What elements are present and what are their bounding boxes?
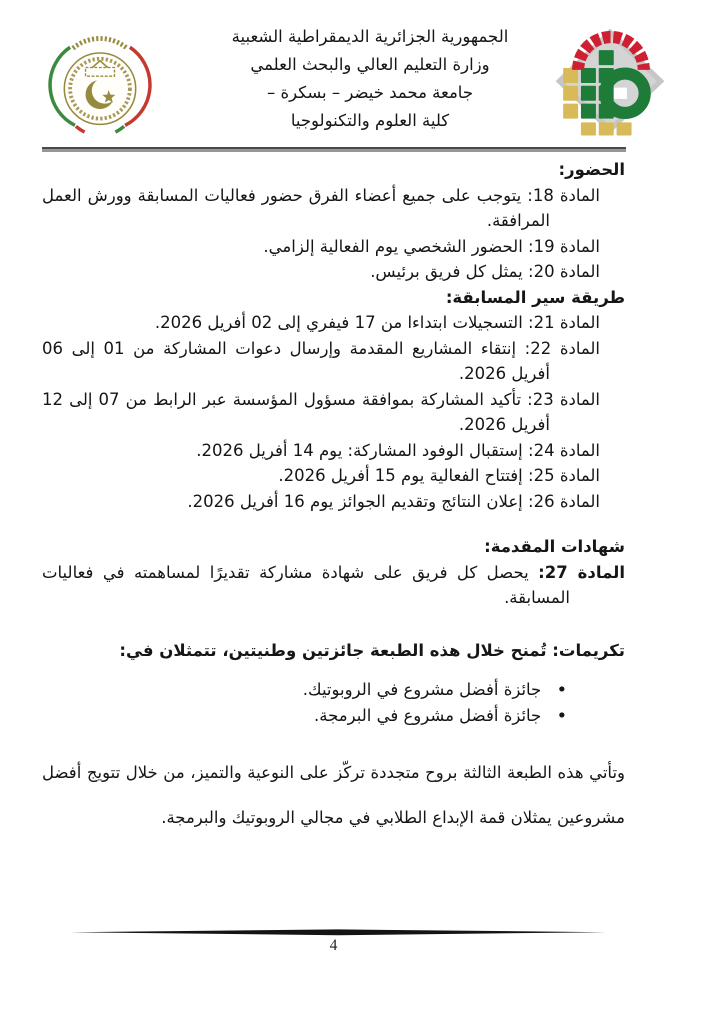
university-logo-graphic — [550, 20, 670, 144]
section-heading-procedure: طريقة سير المسابقة: — [445, 287, 625, 307]
ministry-seal-icon — [46, 24, 154, 138]
article-19: المادة 19: الحضور الشخصي يوم الفعالية إلزامي. — [263, 236, 600, 256]
article-27-label: المادة 27: — [538, 562, 625, 582]
article-27-text: يحصل كل فريق على شهادة مشاركة تقديرًا لمساهمته في فعاليات المسابقة. — [42, 562, 570, 607]
header-title-block — [178, 23, 562, 135]
header-line-faculty: كلية العلوم والتكنولوجيا — [290, 111, 450, 130]
article-25: المادة 25: إفتتاح الفعالية يوم 15 أفريل 2026. — [278, 466, 600, 485]
article-20: المادة 20: يمثل كل فريق برئيس. — [370, 262, 600, 281]
bullet-icon: • — [556, 704, 568, 726]
footer-rule-icon — [70, 929, 606, 936]
article-21: المادة 21: التسجيلات ابتداءا من 17 فيفري إلى 02 أفريل 2026. — [154, 313, 600, 332]
header-divider-rule — [42, 147, 626, 152]
ministry-seal-graphic — [46, 24, 154, 138]
section-heading-attendance: الحضور: — [558, 160, 625, 179]
honor-bullet-robotics-text: جائزة أفضل مشروع في الروبوتيك. — [302, 680, 542, 699]
section-heading-honors: تكريمات: تُمنح خلال هذه الطبعة جائزتين وطنيتين، تتمثلان في: — [119, 640, 625, 660]
page-footer — [42, 929, 625, 955]
header-line-ministry: وزارة التعليم العالي والبحث العلمي — [250, 55, 490, 74]
header-line-republic: الجمهورية الجزائرية الديمقراطية الشعبية — [231, 27, 509, 46]
article-24: المادة 24: إستقبال الوفود المشاركة: يوم 14 أفريل 2026. — [196, 440, 600, 460]
university-logo-icon — [550, 20, 670, 144]
honor-bullet-robotics — [42, 677, 625, 703]
article-23: المادة 23: تأكيد المشاركة بموافقة مسؤول المؤسسة عبر الرابط من 07 إلى 12 أفريل 2026. — [42, 389, 600, 434]
section-heading-certificates: شهادات المقدمة: — [484, 537, 625, 556]
article-26: المادة 26: إعلان النتائج وتقديم الجوائز يوم 16 أفريل 2026. — [187, 491, 600, 511]
page-number: 4 — [329, 937, 338, 954]
honor-bullet-programming — [42, 703, 625, 729]
closing-paragraph: وتأتي هذه الطبعة الثالثة بروح متجددة تركّز على النوعية والتميز، من خلال تتويج أفضل مشروعين يمثلان قمة الإبداع الطلابي في مجالي الروبوتيك والبرمجة. — [42, 763, 625, 827]
article-22: المادة 22: إنتقاء المشاريع المقدمة وإرسال دعوات المشاركة من 01 إلى 06 أفريل 2026. — [42, 338, 600, 383]
honor-bullet-programming-text: جائزة أفضل مشروع في البرمجة. — [314, 705, 542, 725]
article-27 — [42, 560, 625, 611]
article-18: المادة 18: يتوجب على جميع أعضاء الفرق حضور فعاليات المسابقة وورش العمل المرافقة. — [42, 185, 601, 230]
document-body — [42, 157, 625, 840]
header-line-university: جامعة محمد خيضر – بسكرة – — [266, 83, 474, 102]
bullet-icon: • — [556, 679, 568, 700]
